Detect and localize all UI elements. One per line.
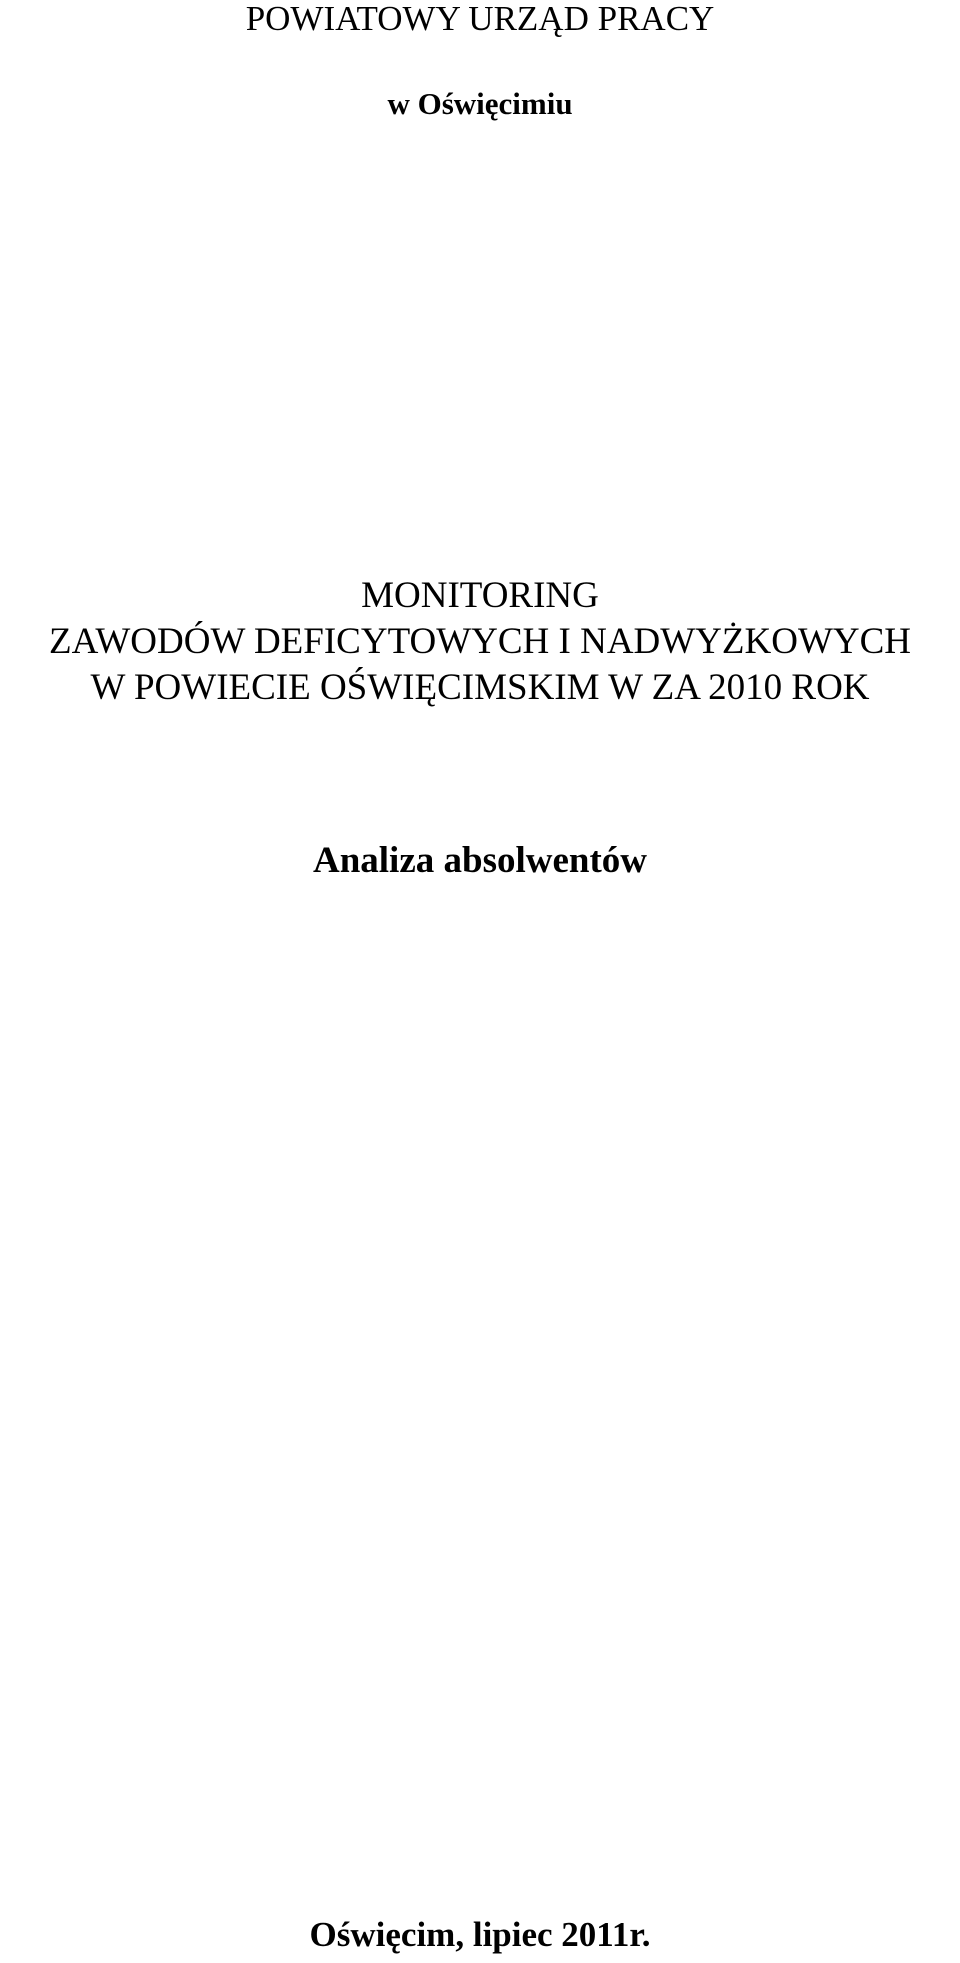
place-and-date: Oświęcim, lipiec 2011r. xyxy=(309,1915,651,1954)
report-title-line-3: W POWIECIE OŚWIĘCIMSKIM W ZA 2010 ROK xyxy=(90,667,870,708)
report-title-line-1: MONITORING xyxy=(361,575,599,616)
office-city: w Oświęcimiu xyxy=(387,86,573,121)
report-subtitle: Analiza absolwentów xyxy=(312,840,648,881)
report-title-line-2: ZAWODÓW DEFICYTOWYCH I NADWYŻKOWYCH xyxy=(49,621,911,662)
office-name: POWIATOWY URZĄD PRACY xyxy=(245,0,715,38)
